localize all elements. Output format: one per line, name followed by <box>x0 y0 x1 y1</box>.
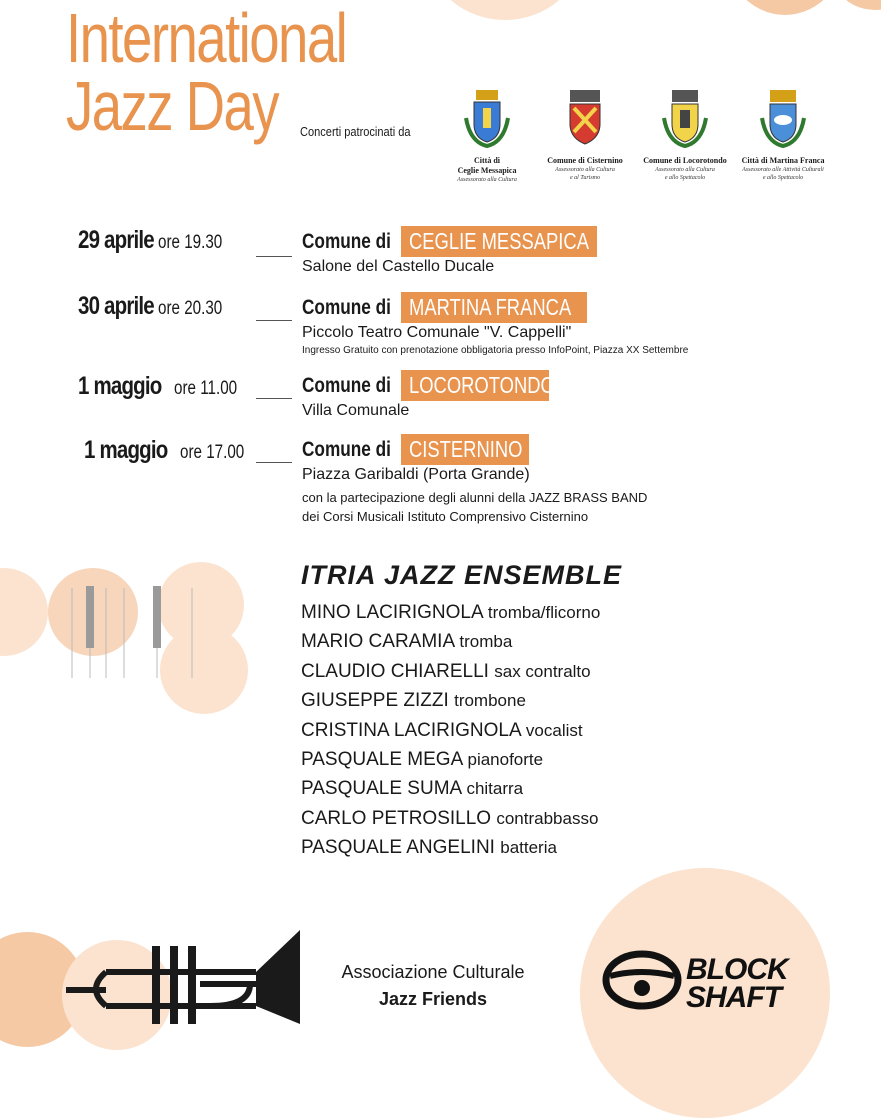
event-2-comune: Comune di <box>302 295 391 319</box>
event-4-place: CISTERNINO <box>408 436 523 462</box>
event-2-time: ore 20.30 <box>158 298 223 319</box>
event-3-venue: Villa Comunale <box>302 402 410 419</box>
member-role: vocalist <box>525 720 583 740</box>
association-line-1: Associazione Culturale <box>341 962 525 982</box>
event-3-date: 1 maggio <box>78 372 162 400</box>
event-title <box>66 0 347 145</box>
member-row <box>301 598 600 627</box>
event-4-place-badge <box>401 434 529 465</box>
member-row <box>301 774 600 803</box>
event-3-place: LOCOROTONDO <box>408 372 555 398</box>
crest-locorotondo-name: Comune di Locorotondo <box>643 156 727 165</box>
event-2-datetime <box>78 292 239 321</box>
martina-franca-coat-of-arms-icon <box>758 88 808 152</box>
trumpet-icon <box>60 920 305 1024</box>
association-line-2: Jazz Friends <box>378 989 488 1009</box>
event-4-comune: Comune di <box>302 437 391 461</box>
event-4-datetime <box>84 436 260 465</box>
member-role: trombone <box>454 691 526 711</box>
decor-circle-top-edge <box>836 0 881 10</box>
event-1-comune: Comune di <box>302 229 391 253</box>
member-row <box>301 716 600 745</box>
event-1 <box>302 226 597 276</box>
member-name: CARLO PETROSILLO <box>301 807 492 829</box>
member-row <box>301 804 600 833</box>
association-credit <box>318 962 548 1010</box>
sponsor-line-2: SHAFT <box>686 981 781 1014</box>
event-3-time: ore 11.00 <box>173 378 237 399</box>
crest-cisternino <box>530 88 640 182</box>
member-row <box>301 657 600 686</box>
member-role: pianoforte <box>467 750 544 770</box>
event-3-place-badge <box>401 370 555 401</box>
crest-martina-sub: Assessorato alle Attività Culturali e allo Spettacolo <box>742 167 824 181</box>
title-line-2: Jazz Day <box>66 67 279 145</box>
member-name: MARIO CARAMIA <box>301 631 455 653</box>
event-3 <box>302 370 555 420</box>
event-4-extra-line-1: con la partecipazione degli alunni della JAZZ BRASS BAND <box>302 490 648 505</box>
member-name: PASQUALE MEGA <box>301 749 463 771</box>
member-role: sax contralto <box>494 661 591 681</box>
event-4-divider <box>256 462 292 463</box>
event-4-extra-line-2: dei Corsi Musicali Istituto Comprensivo Cisternino <box>302 509 589 524</box>
member-name: CLAUDIO CHIARELLI <box>301 660 489 682</box>
member-role: tromba/flicorno <box>487 603 601 622</box>
member-row <box>301 833 600 862</box>
event-1-venue: Salone del Castello Ducale <box>302 258 495 275</box>
member-name: MINO LACIRIGNOLA <box>301 602 483 623</box>
member-role: contrabbasso <box>496 808 599 828</box>
event-4 <box>302 434 647 526</box>
event-4-time: ore 17.00 <box>179 442 244 463</box>
title-line-1: International <box>66 0 347 77</box>
event-1-date: 29 aprile <box>78 226 154 254</box>
piano-keys-graphic <box>52 582 202 682</box>
event-1-time: ore 19.30 <box>158 232 223 253</box>
crest-locorotondo-sub: Assessorato alla Cultura e allo Spettacolo <box>655 167 715 181</box>
member-role: tromba <box>459 632 513 652</box>
event-2-place: MARTINA FRANCA <box>408 294 572 320</box>
sponsor-logo <box>686 953 788 1014</box>
locorotondo-coat-of-arms-icon <box>660 88 710 152</box>
member-name: CRISTINA LACIRIGNOLA <box>301 719 521 741</box>
steering-wheel-icon <box>602 950 682 1010</box>
ceglie-coat-of-arms-icon <box>462 88 512 152</box>
sponsor-line-1: BLOCK <box>686 953 788 986</box>
member-name: PASQUALE ANGELINI <box>301 837 495 859</box>
event-1-datetime <box>78 226 239 255</box>
crest-locorotondo <box>630 88 740 182</box>
patron-label: Concerti patrocinati da <box>300 124 411 139</box>
member-role: chitarra <box>466 779 524 799</box>
member-name: GIUSEPPE ZIZZI <box>301 690 449 712</box>
event-4-date: 1 maggio <box>84 436 168 464</box>
event-4-venue: Piazza Garibaldi (Porta Grande) <box>302 466 530 483</box>
decor-circle-left-1 <box>0 568 48 656</box>
decor-circle-top <box>430 0 580 20</box>
event-2-venue: Piccolo Teatro Comunale "V. Cappelli" <box>302 324 572 341</box>
event-1-place-badge <box>401 226 597 257</box>
cisternino-coat-of-arms-icon <box>560 88 610 152</box>
member-role: batteria <box>500 838 557 858</box>
event-2 <box>302 292 688 356</box>
crest-martina-franca <box>728 88 838 182</box>
decor-circle-top-right <box>720 0 850 15</box>
member-row <box>301 627 600 656</box>
member-row <box>301 745 600 774</box>
event-1-place: CEGLIE MESSAPICA <box>408 228 589 254</box>
event-2-date: 30 aprile <box>78 292 154 320</box>
member-row <box>301 686 600 715</box>
crest-martina-name: Città di Martina Franca <box>741 156 825 165</box>
event-3-comune: Comune di <box>302 373 391 397</box>
event-3-divider <box>256 398 292 399</box>
crest-ceglie-sub: Assessorato alla Cultura <box>457 177 517 183</box>
ensemble-members-list <box>301 598 600 863</box>
event-2-note: Ingresso Gratuito con prenotazione obbligatoria presso InfoPoint, Piazza XX Settembre <box>302 345 689 356</box>
crest-ceglie <box>432 88 542 184</box>
ensemble-title: ITRIA JAZZ ENSEMBLE <box>301 560 623 590</box>
crest-cisternino-sub: Assessorato alla Cultura e al Turismo <box>555 167 615 181</box>
event-2-divider <box>256 320 292 321</box>
member-name: PASQUALE SUMA <box>301 778 462 800</box>
crest-ceglie-name: Città di Ceglie Messapica <box>457 156 517 175</box>
crest-cisternino-name: Comune di Cisternino <box>547 156 623 165</box>
event-1-divider <box>256 256 292 257</box>
event-3-datetime <box>78 372 253 401</box>
event-2-place-badge <box>401 292 587 323</box>
